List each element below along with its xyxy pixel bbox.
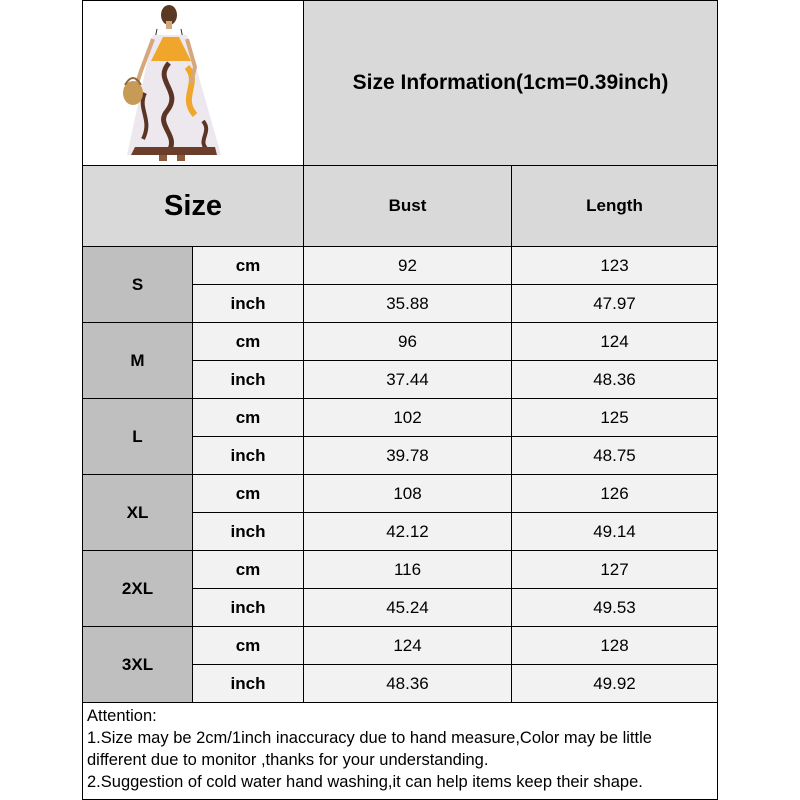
bust-value: 42.12 bbox=[386, 521, 429, 541]
length-value-cell bbox=[511, 550, 718, 589]
length-header: Length bbox=[586, 196, 643, 215]
unit-label: cm bbox=[235, 255, 261, 275]
note-line: 2.Suggestion of cold water hand washing,it can help items keep their shape. bbox=[87, 773, 643, 791]
note-line: Attention: bbox=[87, 707, 157, 725]
size-label-cell bbox=[82, 322, 193, 399]
bust-value-cell bbox=[303, 284, 512, 323]
size-header: Size bbox=[163, 189, 223, 222]
size-label-cell bbox=[82, 246, 193, 323]
length-value-cell bbox=[511, 284, 718, 323]
bust-header-cell bbox=[303, 165, 512, 247]
size-label: S bbox=[131, 274, 144, 294]
size-label: XL bbox=[126, 502, 149, 522]
unit-label-cell bbox=[192, 398, 304, 437]
length-value: 128 bbox=[600, 635, 629, 655]
size-label-cell bbox=[82, 550, 193, 627]
unit-label-cell bbox=[192, 284, 304, 323]
bust-value: 124 bbox=[393, 635, 422, 655]
unit-label: cm bbox=[235, 635, 261, 655]
bust-value-cell bbox=[303, 512, 512, 551]
size-label-cell bbox=[82, 626, 193, 703]
unit-label: inch bbox=[230, 445, 266, 465]
length-value: 123 bbox=[600, 255, 629, 275]
unit-label-cell bbox=[192, 360, 304, 399]
bust-value-cell bbox=[303, 322, 512, 361]
dress-photo-icon bbox=[83, 1, 303, 165]
length-value: 48.75 bbox=[593, 445, 636, 465]
unit-label-cell bbox=[192, 246, 304, 285]
length-value: 49.92 bbox=[593, 673, 636, 693]
unit-label-cell bbox=[192, 550, 304, 589]
unit-label: cm bbox=[235, 407, 261, 427]
size-label: 2XL bbox=[121, 578, 154, 598]
bust-value-cell bbox=[303, 626, 512, 665]
length-value-cell bbox=[511, 588, 718, 627]
bust-value-cell bbox=[303, 664, 512, 703]
bust-value: 37.44 bbox=[386, 369, 429, 389]
unit-label: inch bbox=[230, 369, 266, 389]
bust-value-cell bbox=[303, 398, 512, 437]
unit-label-cell bbox=[192, 626, 304, 665]
bust-value: 116 bbox=[393, 559, 422, 579]
unit-label: inch bbox=[230, 597, 266, 617]
length-value: 48.36 bbox=[593, 369, 636, 389]
length-value-cell bbox=[511, 626, 718, 665]
size-label: M bbox=[130, 350, 145, 370]
unit-label-cell bbox=[192, 512, 304, 551]
attention-notes bbox=[82, 702, 718, 800]
page-title: Size Information(1cm=0.39inch) bbox=[352, 71, 669, 94]
length-value-cell bbox=[511, 436, 718, 475]
bust-value: 92 bbox=[398, 255, 417, 275]
length-value: 49.53 bbox=[593, 597, 636, 617]
unit-label-cell bbox=[192, 664, 304, 703]
unit-label: inch bbox=[230, 673, 266, 693]
length-value-cell bbox=[511, 322, 718, 361]
unit-label-cell bbox=[192, 588, 304, 627]
unit-label: cm bbox=[235, 331, 261, 351]
unit-label-cell bbox=[192, 436, 304, 475]
length-value-cell bbox=[511, 246, 718, 285]
title-cell bbox=[303, 0, 718, 166]
length-value-cell bbox=[511, 512, 718, 551]
size-label: L bbox=[132, 426, 143, 446]
length-value-cell bbox=[511, 474, 718, 513]
length-value: 125 bbox=[600, 407, 629, 427]
bust-header: Bust bbox=[388, 196, 427, 215]
size-label-cell bbox=[82, 398, 193, 475]
length-value: 49.14 bbox=[593, 521, 636, 541]
bust-value: 39.78 bbox=[386, 445, 429, 465]
length-value: 127 bbox=[600, 559, 629, 579]
size-label-cell bbox=[82, 474, 193, 551]
size-label: 3XL bbox=[121, 654, 154, 674]
bust-value: 102 bbox=[393, 407, 422, 427]
bust-value-cell bbox=[303, 588, 512, 627]
note-line: different due to monitor ,thanks for your understanding. bbox=[87, 751, 489, 769]
bust-value: 108 bbox=[393, 483, 422, 503]
length-value-cell bbox=[511, 664, 718, 703]
product-photo bbox=[82, 0, 304, 166]
length-header-cell bbox=[511, 165, 718, 247]
unit-label-cell bbox=[192, 322, 304, 361]
bust-value: 48.36 bbox=[386, 673, 429, 693]
bust-value: 45.24 bbox=[386, 597, 429, 617]
length-value: 47.97 bbox=[593, 293, 636, 313]
length-value-cell bbox=[511, 360, 718, 399]
unit-label: cm bbox=[235, 483, 261, 503]
note-line: 1.Size may be 2cm/1inch inaccuracy due to hand measure,Color may be little bbox=[87, 729, 652, 747]
length-value-cell bbox=[511, 398, 718, 437]
bust-value-cell bbox=[303, 246, 512, 285]
bust-value-cell bbox=[303, 474, 512, 513]
unit-label-cell bbox=[192, 474, 304, 513]
bust-value-cell bbox=[303, 360, 512, 399]
length-value: 124 bbox=[600, 331, 629, 351]
bust-value-cell bbox=[303, 436, 512, 475]
unit-label: cm bbox=[235, 559, 261, 579]
bust-value: 96 bbox=[398, 331, 417, 351]
size-header-cell bbox=[82, 165, 304, 247]
unit-label: inch bbox=[230, 521, 266, 541]
unit-label: inch bbox=[230, 293, 266, 313]
bust-value-cell bbox=[303, 550, 512, 589]
bust-value: 35.88 bbox=[386, 293, 429, 313]
length-value: 126 bbox=[600, 483, 629, 503]
